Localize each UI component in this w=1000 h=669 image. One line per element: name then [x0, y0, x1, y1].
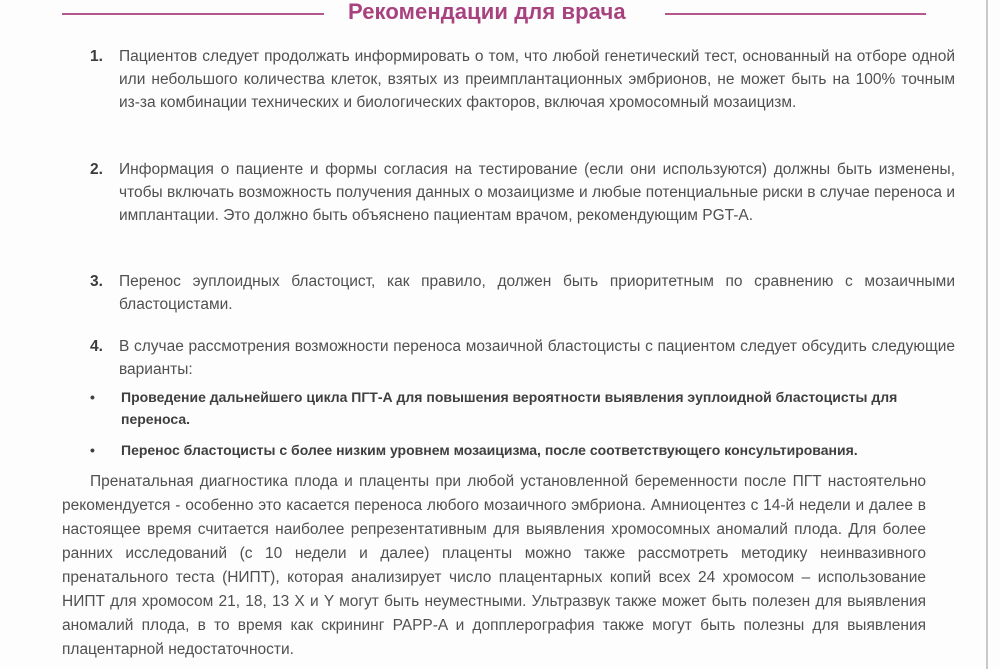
- item-text: Информация о пациенте и формы согласия на тестирование (если они используются) должны быть изменены, чтобы включать возможность получения данных о мозаицизме и любые потенциальные риски в случае переноса и имплантации. Это должно быть объяснено пациентам врачом, рекомендующим PGT-A.: [119, 161, 955, 224]
- item-number: 4.: [90, 338, 103, 355]
- option-text: Перенос бластоцисты с более низким уровнем мозаицизма, после соответствующего консультирования.: [121, 442, 858, 458]
- bullet-icon: •: [90, 442, 95, 458]
- recommendation-item: [90, 45, 955, 114]
- section-title: Рекомендации для врача: [348, 0, 626, 24]
- recommendation-item: [90, 270, 955, 316]
- item-text: Перенос эуплоидных бластоцист, как правило, должен быть приоритетным по сравнению с мозаичными бластоцистами.: [119, 273, 955, 313]
- item-number: 2.: [90, 161, 103, 178]
- recommendation-item: [90, 335, 955, 381]
- page-edge-divider: [986, 0, 988, 669]
- option-item: [90, 439, 926, 461]
- header-rule-left: [62, 13, 324, 15]
- item-number: 3.: [90, 273, 103, 290]
- recommendation-item: [90, 158, 955, 227]
- section-header: [62, 0, 926, 30]
- bullet-icon: •: [90, 389, 95, 405]
- item-text: Пациентов следует продолжать информировать о том, что любой генетический тест, основанный на отборе одной или небольшого количества клеток, взятых из преимплантационных эмбрионов, не может быть на 100% точным из-за комбинации технических и биологических факторов, включая хромосомный мозаицизм.: [119, 48, 955, 111]
- option-text: Проведение дальнейшего цикла ПГТ-А для повышения вероятности выявления эуплоидной бластоцисты для переноса.: [121, 389, 898, 427]
- header-rule-right: [665, 13, 926, 15]
- option-item: [90, 386, 926, 430]
- prenatal-diagnostics-paragraph: Пренатальная диагностика плода и плаценты при любой установленной беременности после ПГТ настоятельно рекомендуется - особенно это касается переноса любого мозаичного эмбриона. Амниоцентез с 14-й недели и далее в настоящее время считается наиболее репрезентативным для выявления хромосомных аномалий плода. Для более ранних исследований (с 10 недели и далее) плаценты можно также рассмотреть методику неинвазивного пренатального теста (НИПТ), которая анализирует число плацентарных копий всех 24 хромосом – использование НИПТ для хромосом 21, 18, 13 X и Y могут быть неуместными. Ультразвук также может быть полезен для выявления аномалий плода, в то время как скрининг PAPP-A и допплерография также могут быть полезны для выявления плацентарной недостаточности.: [62, 473, 926, 658]
- item-number: 1.: [90, 48, 103, 65]
- item-text: В случае рассмотрения возможности переноса мозаичной бластоцисты с пациентом следует обсудить следующие варианты:: [119, 338, 955, 378]
